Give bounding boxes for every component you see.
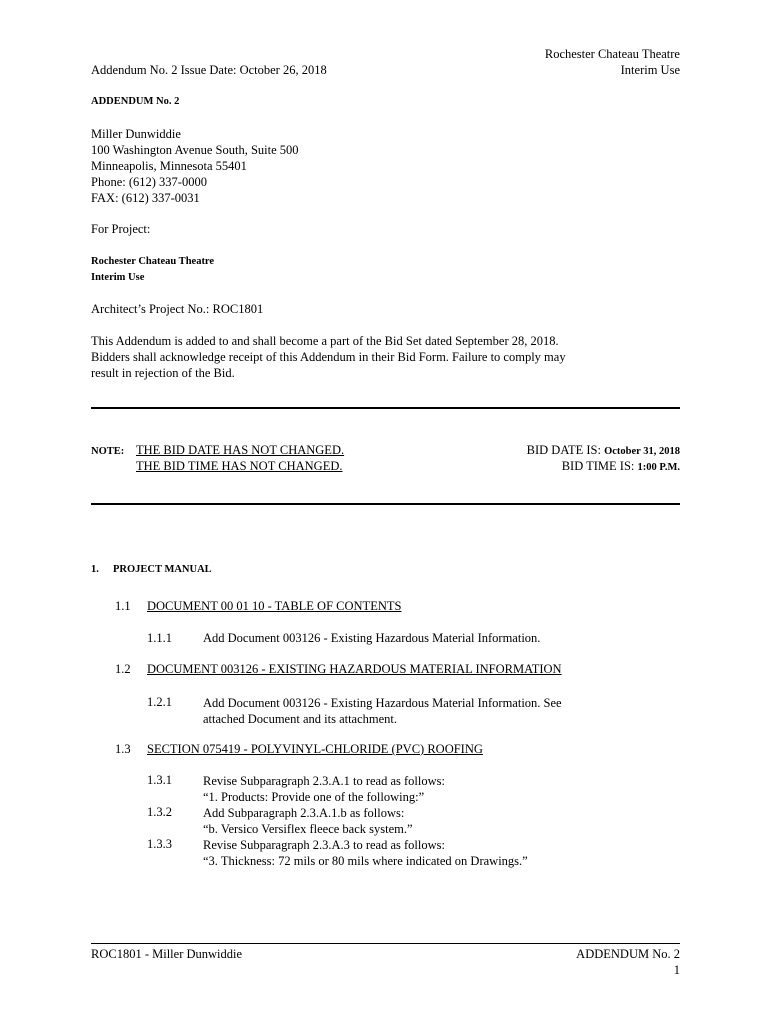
subitem-line: attached Document and its attachment. bbox=[203, 712, 398, 726]
item-number: 1.2 bbox=[115, 662, 131, 676]
item-title: DOCUMENT 003126 - EXISTING HAZARDOUS MATERIAL INFORMATION bbox=[147, 662, 562, 676]
intro-paragraph bbox=[91, 333, 680, 381]
header-issue-line: Addendum No. 2 Issue Date: October 26, 2018 bbox=[91, 63, 327, 77]
project-block bbox=[91, 254, 214, 286]
subitem-number: 1.1.1 bbox=[147, 631, 172, 645]
project-name: Rochester Chateau Theatre bbox=[91, 256, 215, 267]
divider-bottom bbox=[91, 503, 680, 505]
footer-rule bbox=[91, 943, 680, 944]
subitem-number: 1.3.2 bbox=[147, 805, 172, 819]
intro-line: This Addendum is added to and shall become a part of the Bid Set dated September 28, 2018. bbox=[91, 334, 559, 348]
divider-top bbox=[91, 407, 680, 409]
subitem-number: 1.3.3 bbox=[147, 837, 172, 851]
architect-name: Miller Dunwiddie bbox=[91, 127, 181, 141]
subitem-line: Revise Subparagraph 2.3.A.3 to read as follows: bbox=[203, 838, 445, 852]
bid-time-value: 1:00 P.M. bbox=[637, 462, 680, 473]
subitem-line: “b. Versico Versiflex fleece back system.” bbox=[203, 822, 413, 836]
subitem-line: “3. Thickness: 72 mils or 80 mils where indicated on Drawings.” bbox=[203, 854, 528, 868]
item-title: SECTION 075419 - POLYVINYL-CHLORIDE (PVC) ROOFING bbox=[147, 742, 483, 756]
section-number: 1. bbox=[91, 564, 99, 575]
note-line-2: THE BID TIME HAS NOT CHANGED. bbox=[136, 459, 343, 473]
subitem-text: Add Document 003126 - Existing Hazardous Material Information. bbox=[203, 631, 541, 645]
bid-date-row bbox=[420, 443, 680, 458]
item-number: 1.1 bbox=[115, 599, 131, 613]
for-project-label: For Project: bbox=[91, 222, 151, 236]
architect-address2: Minneapolis, Minnesota 55401 bbox=[91, 159, 247, 173]
section-title: PROJECT MANUAL bbox=[113, 564, 212, 575]
page-number: 1 bbox=[673, 963, 680, 977]
item-title: DOCUMENT 00 01 10 - TABLE OF CONTENTS bbox=[147, 599, 402, 613]
subitem-line: “1. Products: Provide one of the following:” bbox=[203, 790, 425, 804]
addendum-title: ADDENDUM No. 2 bbox=[91, 96, 180, 107]
item-number: 1.3 bbox=[115, 742, 131, 756]
footer-right: ADDENDUM No. 2 bbox=[576, 947, 680, 961]
subitem-line: Add Document 003126 - Existing Hazardous Material Information. See bbox=[203, 696, 562, 710]
note-label: NOTE: bbox=[91, 446, 125, 457]
note-line-1: THE BID DATE HAS NOT CHANGED. bbox=[136, 443, 345, 457]
footer-left: ROC1801 - Miller Dunwiddie bbox=[91, 947, 243, 961]
bid-date-label: BID DATE IS: bbox=[526, 443, 601, 457]
subitem-number: 1.2.1 bbox=[147, 695, 172, 709]
architect-block bbox=[91, 126, 299, 206]
subitem-text bbox=[203, 695, 680, 727]
intro-line: Bidders shall acknowledge receipt of this Addendum in their Bid Form. Failure to comply may bbox=[91, 350, 566, 364]
subitem-line: Add Subparagraph 2.3.A.1.b as follows: bbox=[203, 806, 405, 820]
architect-phone: Phone: (612) 337-0000 bbox=[91, 175, 207, 189]
intro-line: result in rejection of the Bid. bbox=[91, 366, 235, 380]
project-number: Architect’s Project No.: ROC1801 bbox=[91, 302, 264, 316]
subitem-text bbox=[203, 773, 445, 805]
subitem-number: 1.3.1 bbox=[147, 773, 172, 787]
architect-fax: FAX: (612) 337-0031 bbox=[91, 191, 200, 205]
header-project-sub: Interim Use bbox=[620, 63, 680, 77]
bid-time-label: BID TIME IS: bbox=[561, 459, 635, 473]
bid-date-value: October 31, 2018 bbox=[604, 446, 680, 457]
subitem-text bbox=[203, 805, 413, 837]
header-project-name: Rochester Chateau Theatre bbox=[544, 47, 680, 61]
project-sub: Interim Use bbox=[91, 272, 145, 283]
document-page bbox=[91, 0, 680, 1024]
subitem-text bbox=[203, 837, 528, 869]
bid-time-row bbox=[420, 459, 680, 474]
architect-address1: 100 Washington Avenue South, Suite 500 bbox=[91, 143, 299, 157]
subitem-line: Revise Subparagraph 2.3.A.1 to read as follows: bbox=[203, 774, 445, 788]
